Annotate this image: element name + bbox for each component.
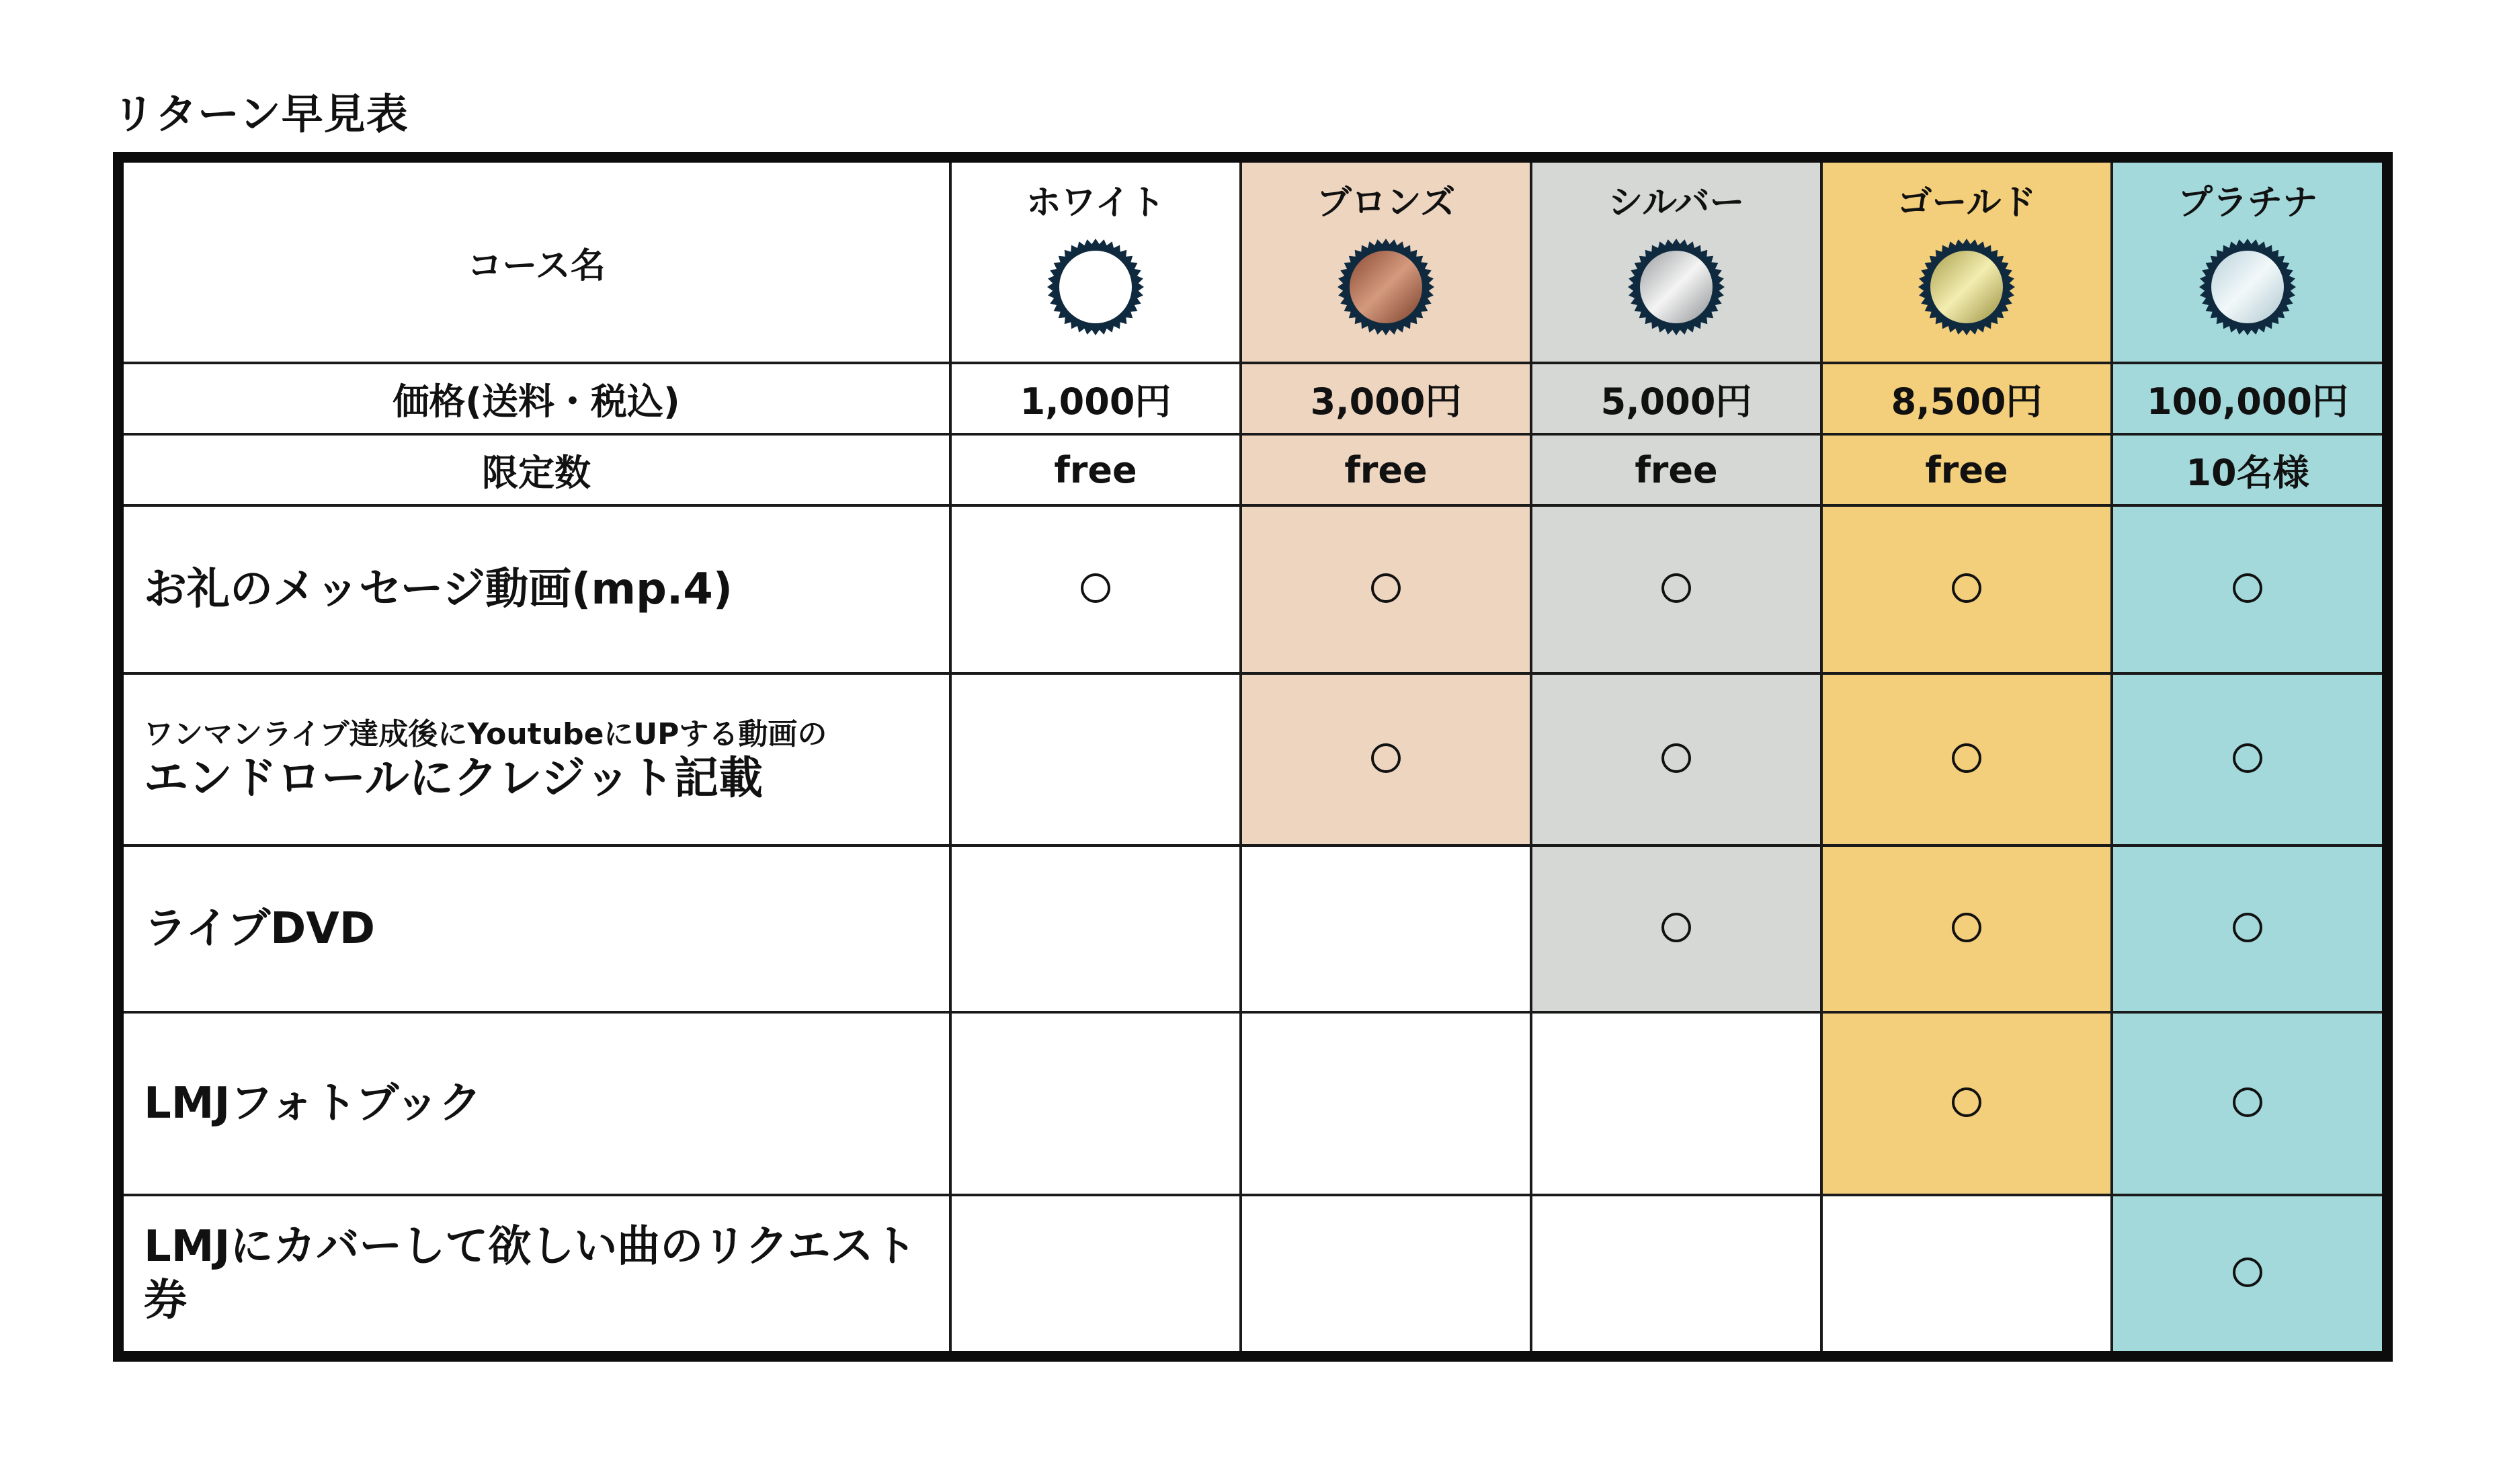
limit-label-cell	[124, 434, 950, 505]
limit-white	[950, 434, 1241, 505]
feature-cell	[950, 505, 1241, 673]
included-mark-icon	[1661, 913, 1691, 942]
returns-table	[124, 163, 2382, 1351]
feature-row-live-dvd	[124, 846, 2382, 1012]
limit-label: 限定数	[482, 451, 591, 494]
price-silver	[1531, 363, 1821, 434]
feature-label-small: ワンマンライブ達成後にYoutubeにUPする動画の	[144, 717, 827, 751]
feature-cell	[1821, 1195, 2112, 1351]
feature-row-cover-request	[124, 1195, 2382, 1351]
feature-cell	[1531, 1195, 1821, 1351]
feature-cell	[2112, 673, 2382, 846]
feature-cell	[2112, 505, 2382, 673]
feature-label: LMJにカバーして欲しい曲のリクエスト券	[124, 1195, 950, 1351]
feature-cell	[1821, 1012, 2112, 1195]
feature-cell	[1821, 846, 2112, 1012]
limit-bronze	[1241, 434, 1531, 505]
header-row	[124, 163, 2382, 363]
feature-cell	[1241, 505, 1531, 673]
price-white	[950, 363, 1241, 434]
feature-cell	[1531, 1012, 1821, 1195]
returns-table-frame	[113, 152, 2393, 1362]
included-mark-icon	[1952, 573, 1981, 603]
limit-value: free	[1635, 448, 1718, 491]
included-mark-icon	[1952, 743, 1981, 773]
feature-cell	[2112, 1195, 2382, 1351]
tier-header-silver	[1531, 163, 1821, 363]
included-mark-icon	[1371, 573, 1401, 603]
feature-cell	[1241, 673, 1531, 846]
feature-row-photobook	[124, 1012, 2382, 1195]
limit-value: free	[1344, 448, 1428, 491]
medal-bronze-icon	[1335, 237, 1436, 337]
tier-name-platinum: プラチナ	[2177, 183, 2317, 223]
feature-cell	[1821, 505, 2112, 673]
feature-cell	[1531, 846, 1821, 1012]
tier-name-silver: シルバー	[1608, 183, 1745, 223]
feature-cell	[950, 1195, 1241, 1351]
feature-cell	[1241, 1012, 1531, 1195]
feature-label: LMJフォトブック	[124, 1012, 950, 1195]
limit-platinum	[2112, 434, 2382, 505]
price-label-cell	[124, 363, 950, 434]
course-label: コース名	[467, 245, 606, 286]
price-label: 価格(送料・税込)	[393, 380, 680, 423]
medal-silver-icon	[1626, 237, 1727, 337]
price-value: 8,500円	[1891, 380, 2043, 423]
included-mark-icon	[2233, 1258, 2262, 1287]
price-row	[124, 363, 2382, 434]
price-platinum	[2112, 363, 2382, 434]
included-mark-icon	[2233, 1087, 2262, 1117]
included-mark-icon	[2233, 743, 2262, 773]
tier-name-gold: ゴールド	[1897, 183, 2037, 223]
page-title: リターン早見表	[113, 89, 409, 138]
feature-label: ライブDVD	[124, 846, 950, 1012]
price-bronze	[1241, 363, 1531, 434]
feature-cell	[950, 846, 1241, 1012]
feature-row-end-roll-credit	[124, 673, 2382, 846]
feature-cell	[950, 1012, 1241, 1195]
price-value: 5,000円	[1600, 380, 1752, 423]
tier-header-white	[950, 163, 1241, 363]
feature-cell	[1821, 673, 2112, 846]
tier-header-gold	[1821, 163, 2112, 363]
tier-header-platinum	[2112, 163, 2382, 363]
feature-cell	[1531, 505, 1821, 673]
included-mark-icon	[1952, 1087, 1981, 1117]
price-gold	[1821, 363, 2112, 434]
medal-gold-icon	[1916, 237, 2017, 337]
limit-value: 10名様	[2186, 451, 2309, 494]
tier-name-bronze: ブロンズ	[1316, 183, 1456, 223]
limit-gold	[1821, 434, 2112, 505]
feature-label: エンドロールにクレジット記載	[144, 752, 764, 804]
course-label-cell	[124, 163, 950, 363]
feature-cell	[1241, 1195, 1531, 1351]
feature-cell	[1531, 673, 1821, 846]
limit-value: free	[1925, 448, 2008, 491]
included-mark-icon	[2233, 913, 2262, 942]
included-mark-icon	[1661, 573, 1691, 603]
feature-label-cell	[124, 673, 950, 846]
included-mark-icon	[2233, 573, 2262, 603]
included-mark-icon	[1371, 743, 1401, 773]
price-value: 1,000円	[1020, 380, 1171, 423]
feature-cell	[950, 673, 1241, 846]
price-value: 100,000円	[2147, 380, 2348, 423]
limit-silver	[1531, 434, 1821, 505]
feature-cell	[2112, 1012, 2382, 1195]
feature-cell	[2112, 846, 2382, 1012]
tier-name-white: ホワイト	[1026, 183, 1165, 223]
limit-value: free	[1054, 448, 1137, 491]
tier-header-bronze	[1241, 163, 1531, 363]
limit-row	[124, 434, 2382, 505]
feature-label: お礼のメッセージ動画(mp.4)	[124, 505, 950, 673]
included-mark-icon	[1952, 913, 1981, 942]
included-mark-icon	[1661, 743, 1691, 773]
included-mark-icon	[1081, 573, 1110, 603]
medal-white-icon	[1045, 237, 1146, 337]
feature-cell	[1241, 846, 1531, 1012]
price-value: 3,000円	[1310, 380, 1462, 423]
feature-row-message-video	[124, 505, 2382, 673]
medal-platinum-icon	[2197, 237, 2298, 337]
